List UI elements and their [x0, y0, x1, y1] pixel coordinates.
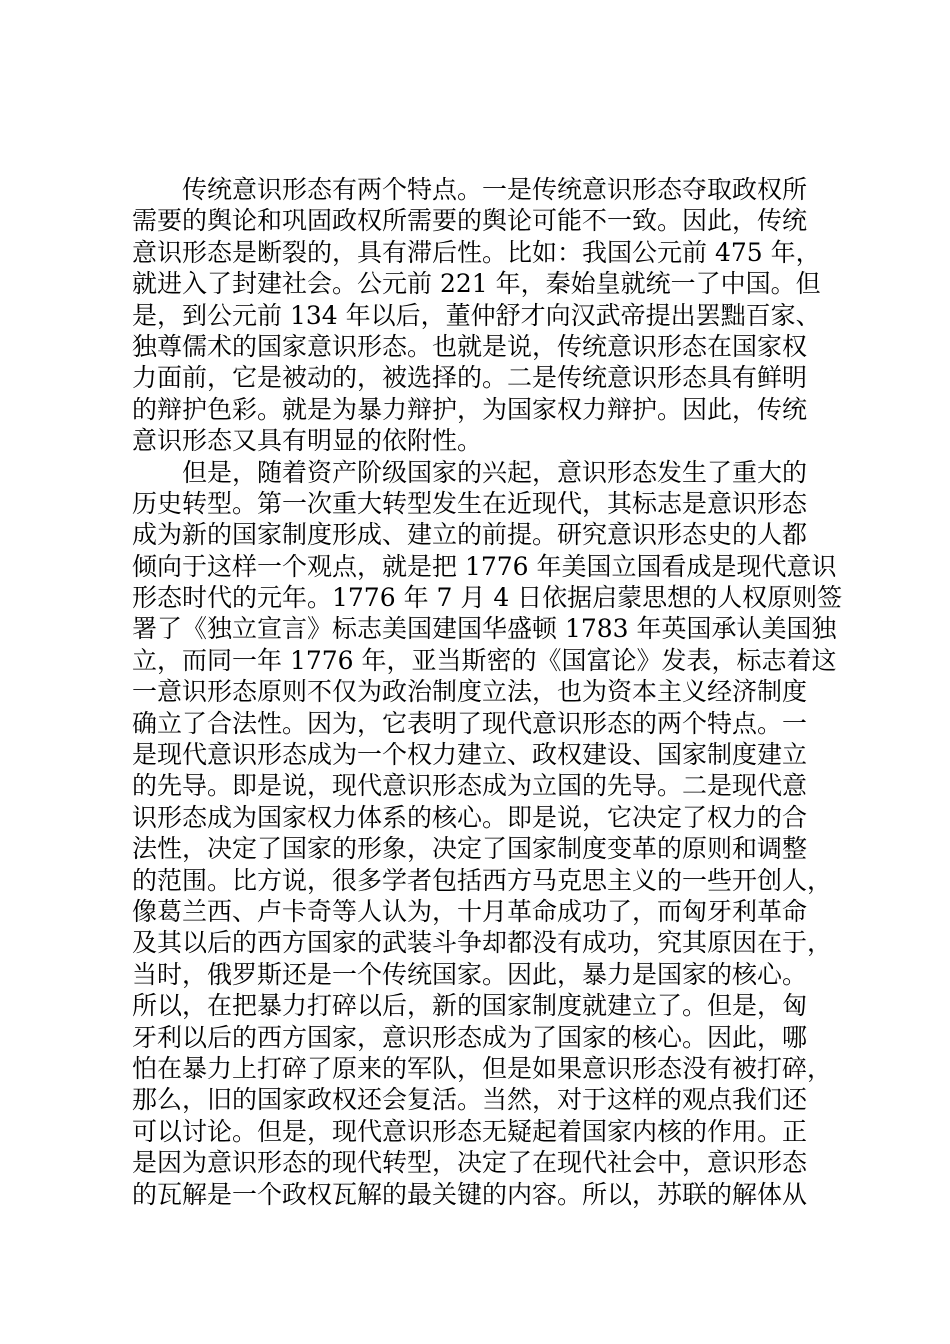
- text-line: 所以，在把暴力打碎以后，新的国家制度就建立了。但是，匈: [132, 991, 808, 1021]
- text-line: 需要的舆论和巩固政权所需要的舆论可能不一致。因此，传统: [132, 206, 808, 236]
- text-line: 确立了合法性。因为，它表明了现代意识形态的两个特点。一: [132, 708, 808, 738]
- text-line: 当时，俄罗斯还是一个传统国家。因此，暴力是国家的核心。: [132, 959, 808, 989]
- text-line: 是，到公元前 134 年以后，董仲舒才向汉武帝提出罢黜百家、: [132, 300, 821, 330]
- text-line: 独尊儒术的国家意识形态。也就是说，传统意识形态在国家权: [132, 331, 808, 361]
- text-line: 那么，旧的国家政权还会复活。当然，对于这样的观点我们还: [132, 1085, 808, 1115]
- paragraph-2: [132, 457, 843, 1210]
- text-line: 及其以后的西方国家的武装斗争却都没有成功，究其原因在于，: [132, 928, 833, 958]
- text-line: 倾向于这样一个观点，就是把 1776 年美国立国看成是现代意识: [132, 551, 837, 581]
- text-line: 牙利以后的西方国家，意识形态成为了国家的核心。因此，哪: [132, 1022, 808, 1052]
- text-line: 成为新的国家制度形成、建立的前提。研究意识形态史的人都: [132, 520, 808, 550]
- text-line: 的辩护色彩。就是为暴力辩护，为国家权力辩护。因此，传统: [132, 394, 808, 424]
- text-line: 的先导。即是说，现代意识形态成为立国的先导。二是现代意: [132, 771, 808, 801]
- text-line: 一意识形态原则不仅为政治制度立法，也为资本主义经济制度: [132, 677, 808, 707]
- text-line: 像葛兰西、卢卡奇等人认为，十月革命成功了，而匈牙利革命: [132, 896, 808, 926]
- text-line: 怕在暴力上打碎了原来的军队，但是如果意识形态没有被打碎，: [132, 1053, 833, 1083]
- text-line: 可以讨论。但是，现代意识形态无疑起着国家内核的作用。正: [132, 1116, 808, 1146]
- text-line: 历史转型。第一次重大转型发生在近现代，其标志是意识形态: [132, 488, 808, 518]
- text-line: 就进入了封建社会。公元前 221 年，秦始皇就统一了中国。但: [132, 269, 821, 299]
- text-line: 识形态成为国家权力体系的核心。即是说，它决定了权力的合: [132, 802, 808, 832]
- text-line: 意识形态又具有明显的依附性。: [132, 426, 483, 456]
- text-line: 署了《独立宣言》标志美国建国华盛顿 1783 年英国承认美国独: [132, 614, 837, 644]
- text-line: 但是，随着资产阶级国家的兴起，意识形态发生了重大的: [182, 457, 808, 487]
- text-line: 意识形态是断裂的，具有滞后性。比如：我国公元前 475 年，: [132, 237, 821, 267]
- text-line: 立，而同一年 1776 年，亚当斯密的《国富论》发表，标志着这: [132, 645, 837, 675]
- text-line: 是现代意识形态成为一个权力建立、政权建设、国家制度建立: [132, 740, 808, 770]
- text-line: 法性，决定了国家的形象，决定了国家制度变革的原则和调整: [132, 834, 808, 864]
- text-line: 形态时代的元年。1776 年 7 月 4 日依据启蒙思想的人权原则签: [132, 583, 843, 613]
- text-line: 传统意识形态有两个特点。一是传统意识形态夺取政权所: [182, 175, 808, 204]
- text-line: 是因为意识形态的现代转型，决定了在现代社会中，意识形态: [132, 1148, 808, 1178]
- paragraph-1: [132, 174, 832, 457]
- text-line: 力面前，它是被动的，被选择的。二是传统意识形态具有鲜明: [132, 363, 808, 393]
- body-text: [132, 174, 843, 1210]
- text-line: 的瓦解是一个政权瓦解的最关键的内容。所以，苏联的解体从: [132, 1179, 808, 1209]
- text-line: 的范围。比方说，很多学者包括西方马克思主义的一些开创人，: [132, 865, 833, 895]
